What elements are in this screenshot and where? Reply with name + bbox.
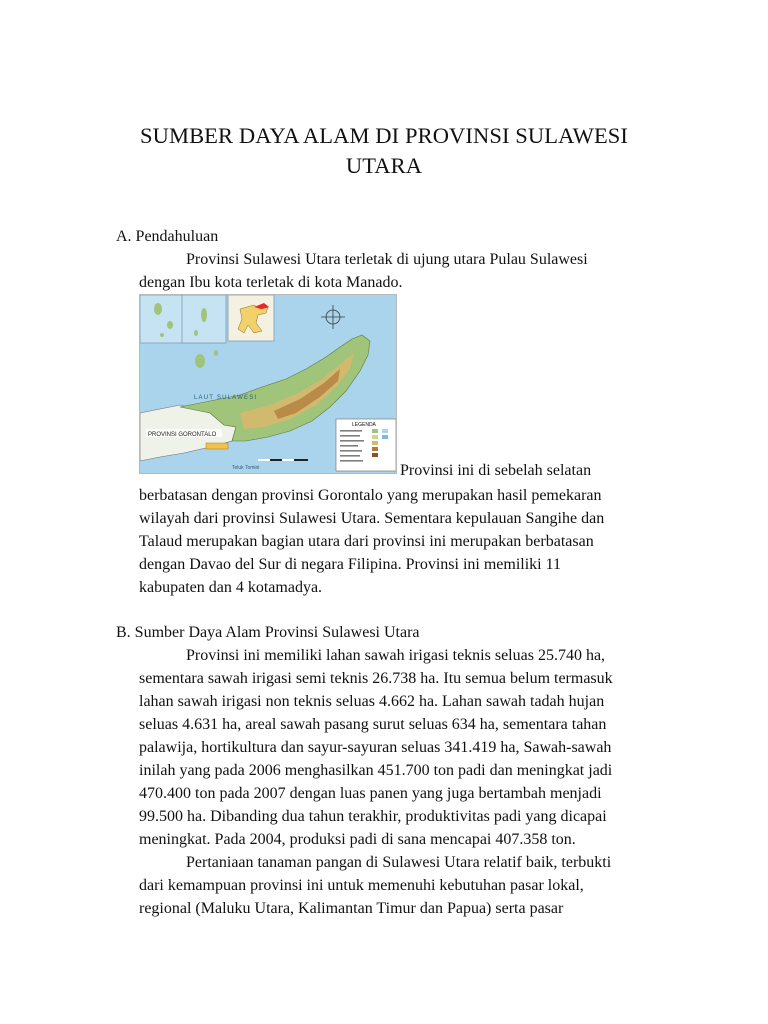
paragraph-line: Provinsi ini memiliki lahan sawah irigasi teknis seluas 25.740 ha, xyxy=(186,647,606,664)
paragraph-line: 99.500 ha. Dibanding dua tahun terakhir, produktivitas padi yang dicapai xyxy=(139,808,607,825)
sulawesi-utara-map xyxy=(139,294,397,474)
document-title xyxy=(100,121,668,181)
paragraph-line: berbatasan dengan provinsi Gorontalo yang merupakan hasil pemekaran xyxy=(139,487,602,504)
province-label: PROVINSI GORONTALO xyxy=(148,432,217,438)
paragraph-line: palawija, hortikultura dan sayur-sayuran seluas 341.419 ha, Sawah-sawah xyxy=(139,739,612,756)
legend-title: LEGENDA xyxy=(352,422,376,428)
title-line-2: UTARA xyxy=(345,153,423,178)
paragraph-line: 470.400 ton pada 2007 dengan luas panen yang juga bertambah menjadi xyxy=(139,785,602,802)
paragraph-line: meningkat. Pada 2004, produksi padi di sana mencapai 407.358 ton. xyxy=(139,831,576,848)
paragraph-line: Provinsi ini di sebelah selatan xyxy=(400,462,592,479)
paragraph-line: Pertaniaan tanaman pangan di Sulawesi Utara relatif baik, terbukti xyxy=(186,854,612,871)
paragraph-line: sementara sawah irigasi semi teknis 26.738 ha. Itu semua belum termasuk xyxy=(139,670,613,687)
section-b-heading: B. Sumber Daya Alam Provinsi Sulawesi Utara xyxy=(116,624,420,641)
paragraph-line: lahan sawah irigasi non teknis seluas 4.662 ha. Lahan sawah tadah hujan xyxy=(139,693,605,710)
paragraph-line: Talaud merupakan bagian utara dari provinsi ini merupakan berbatasan xyxy=(139,533,594,550)
paragraph-line: Provinsi Sulawesi Utara terletak di ujung utara Pulau Sulawesi xyxy=(186,251,588,268)
paragraph-line: dengan Ibu kota terletak di kota Manado. xyxy=(139,274,403,291)
section-a-heading: A. Pendahuluan xyxy=(116,228,219,245)
paragraph-line: wilayah dari provinsi Sulawesi Utara. Sementara kepulauan Sangihe dan xyxy=(139,510,605,527)
paragraph-line: inilah yang pada 2006 menghasilkan 451.700 ton padi dan meningkat jadi xyxy=(139,762,613,779)
paragraph-line: regional (Maluku Utara, Kalimantan Timur dan Papua) serta pasar xyxy=(139,900,564,917)
sea-label: LAUT SULAWESI xyxy=(194,395,258,401)
paragraph-line: dengan Davao del Sur di negara Filipina. Provinsi ini memiliki 11 xyxy=(139,556,562,573)
title-line-1: SUMBER DAYA ALAM DI PROVINSI SULAWESI xyxy=(140,123,628,148)
paragraph-line: seluas 4.631 ha, areal sawah pasang surut seluas 634 ha, sementara tahan xyxy=(139,716,607,733)
paragraph-line: dari kemampuan provinsi ini untuk memenuhi kebutuhan pasar lokal, xyxy=(139,877,584,894)
bay-label: Teluk Tomini xyxy=(232,465,260,471)
paragraph-line: kabupaten dan 4 kotamadya. xyxy=(139,579,323,596)
